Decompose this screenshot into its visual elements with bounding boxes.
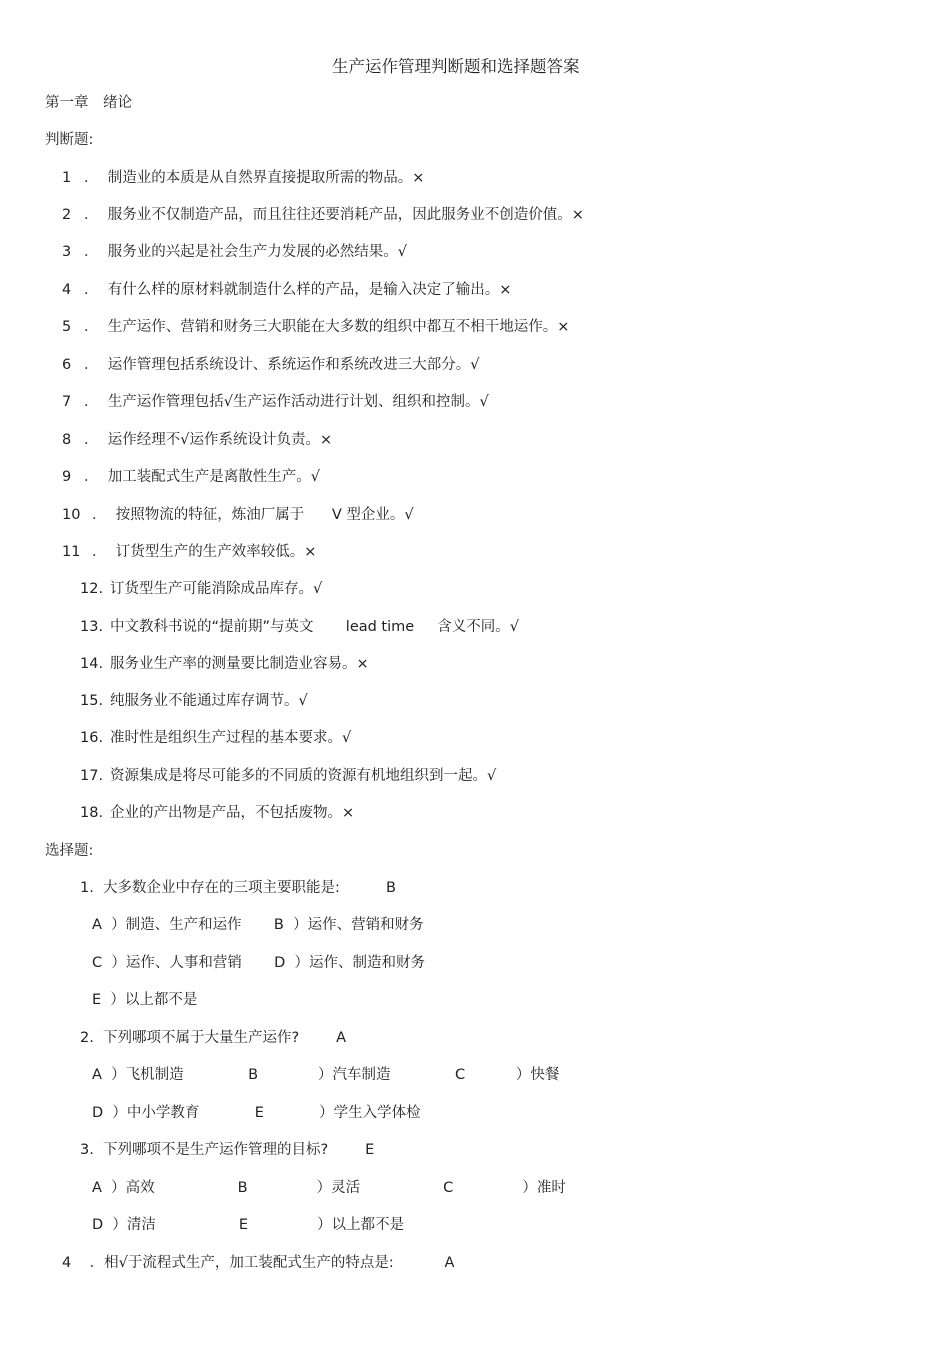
mc-question: 2. 下列哪项不属于大量生产运作? A (80, 1030, 347, 1046)
mc-options: C ）运作、人事和营销 D ）运作、制造和财务 (92, 955, 425, 971)
mc-options: D ）清洁 E ）以上都不是 (92, 1217, 405, 1233)
mc-options: A ）制造、生产和运作 B ）运作、营销和财务 (92, 917, 424, 933)
mc-question: 4 ．相√于流程式生产，加工装配式生产的特点是: A (62, 1255, 455, 1271)
true-false-heading: 判断题: (45, 132, 94, 148)
mc-options: A ）飞机制造 B ）汽车制造 C ）快餐 (92, 1067, 560, 1083)
mc-question: 3. 下列哪项不是生产运作管理的目标? E (80, 1142, 375, 1158)
mc-question: 1. 大多数企业中存在的三项主要职能是: B (80, 880, 396, 896)
page-title: 生产运作管理判断题和选择题答案 (332, 57, 580, 76)
mc-options: E ）以上都不是 (92, 992, 198, 1008)
chapter-heading: 第一章 绪论 (45, 95, 132, 111)
mc-options: A ）高效 B ）灵活 C ）准时 (92, 1180, 566, 1196)
multiple-choice-heading: 选择题: (45, 843, 94, 859)
mc-options: D ）中小学教育 E ）学生入学体检 (92, 1105, 421, 1121)
